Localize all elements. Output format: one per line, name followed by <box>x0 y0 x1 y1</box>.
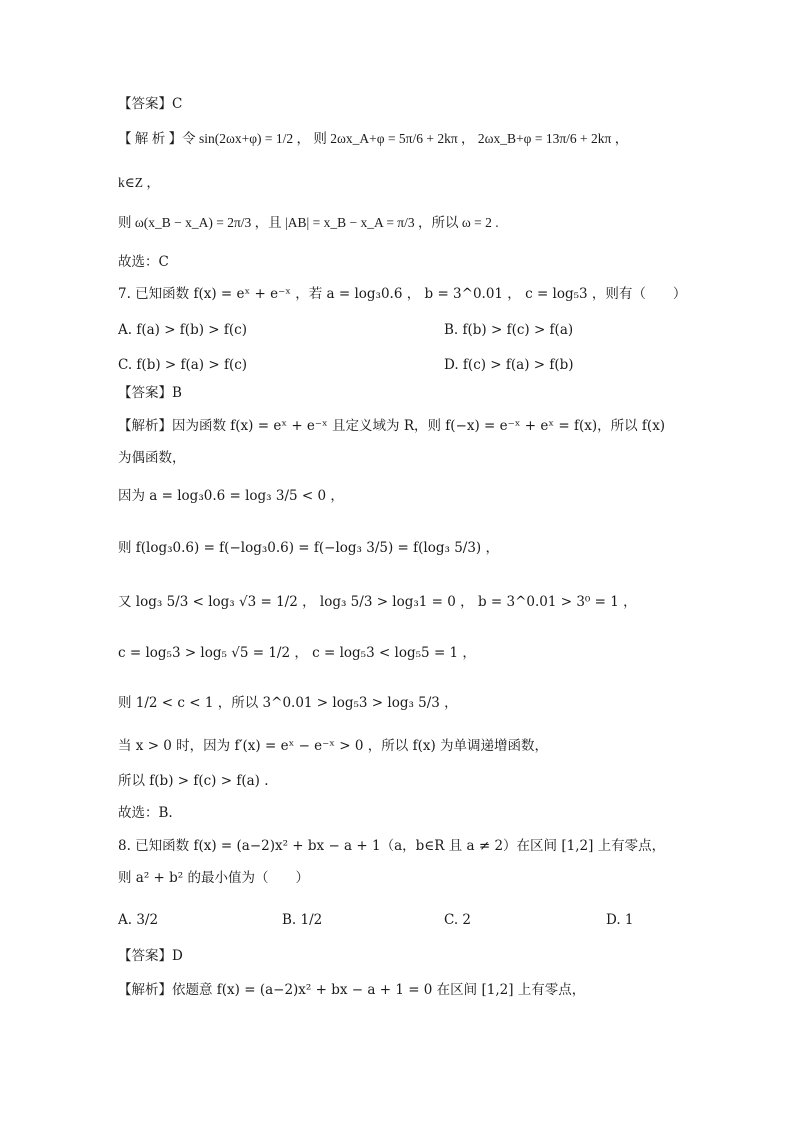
q7-analysis-line-7: 则 1/2 < c < 1 ，所以 3^0.01 > log₅3 > log₃ 5/3 ， <box>118 695 458 711</box>
q8-option-b: B. 1/2 <box>282 912 323 928</box>
q8-option-a: A. 3/2 <box>118 912 159 928</box>
q7-option-a: A. f(a) > f(b) > f(c) <box>118 322 247 338</box>
q8-answer: 【答案】D <box>118 948 183 964</box>
q7-answer: 【答案】B <box>118 385 182 401</box>
q7-analysis-line-2: 为偶函数， <box>118 450 186 466</box>
q6-analysis-line-1: 【 解 析 】令 sin(2ωx+φ) = 1/2 ， 则 2ωx_A+φ = 5π/6 + 2kπ ， 2ωx_B+φ = 13π/6 + 2kπ ， <box>118 131 629 146</box>
q6-analysis-line-2: k∈Z ， <box>118 175 160 190</box>
q7-analysis-line-6: c = log₅3 > log₅ √5 = 1/2 ， c = log₅3 < log₅5 = 1 ， <box>118 645 476 661</box>
q7-analysis-line-1: 【解析】因为函数 f(x) = eˣ + e⁻ˣ 且定义域为 R，则 f(−x) = e⁻ˣ + eˣ = f(x)，所以 f(x) <box>118 418 666 434</box>
q6-answer: 【答案】C <box>118 96 183 112</box>
q7-analysis-line-8: 当 x > 0 时，因为 f′(x) = eˣ − e⁻ˣ > 0 ，所以 f(x) 为单调递增函数， <box>118 738 549 754</box>
q7-analysis-line-9: 所以 f(b) > f(c) > f(a) . <box>118 773 269 789</box>
q6-choice: 故选：C <box>118 254 169 270</box>
q7-option-b: B. f(b) > f(c) > f(a) <box>444 322 574 338</box>
q8-analysis-line-1: 【解析】依题意 f(x) = (a−2)x² + bx − a + 1 = 0 在区间 [1,2] 上有零点， <box>118 982 586 998</box>
q8-option-c: C. 2 <box>444 912 472 928</box>
q7-analysis-line-3: 因为 a = log₃0.6 = log₃ 3/5 < 0 ， <box>118 488 344 504</box>
q7-option-d: D. f(c) > f(a) > f(b) <box>444 357 574 373</box>
q7-analysis-line-4: 则 f(log₃0.6) = f(−log₃0.6) = f(−log₃ 3/5) = f(log₃ 5/3) ， <box>118 540 499 556</box>
q7-stem: 7. 已知函数 f(x) = eˣ + e⁻ˣ ，若 a = log₃0.6 ， b = 3^0.01 ， c = log₅3 ，则有（ ） <box>118 286 687 302</box>
q7-choice: 故选：B. <box>118 805 173 821</box>
q7-option-c: C. f(b) > f(a) > f(c) <box>118 357 248 373</box>
q6-analysis-line-3: 则 ω(x_B − x_A) = 2π/3 ，且 |AB| = x_B − x_A = π/3 ，所以 ω = 2 . <box>118 215 499 230</box>
q8-stem-line-2: 则 a² + b² 的最小值为（ ） <box>118 870 309 886</box>
q8-option-d: D. 1 <box>606 912 634 928</box>
q7-analysis-line-5: 又 log₃ 5/3 < log₃ √3 = 1/2 ， log₃ 5/3 > log₃1 = 0 ， b = 3^0.01 > 3⁰ = 1 ， <box>118 594 637 610</box>
q8-stem-line-1: 8. 已知函数 f(x) = (a−2)x² + bx − a + 1（a，b∈R 且 a ≠ 2）在区间 [1,2] 上有零点， <box>118 838 666 854</box>
